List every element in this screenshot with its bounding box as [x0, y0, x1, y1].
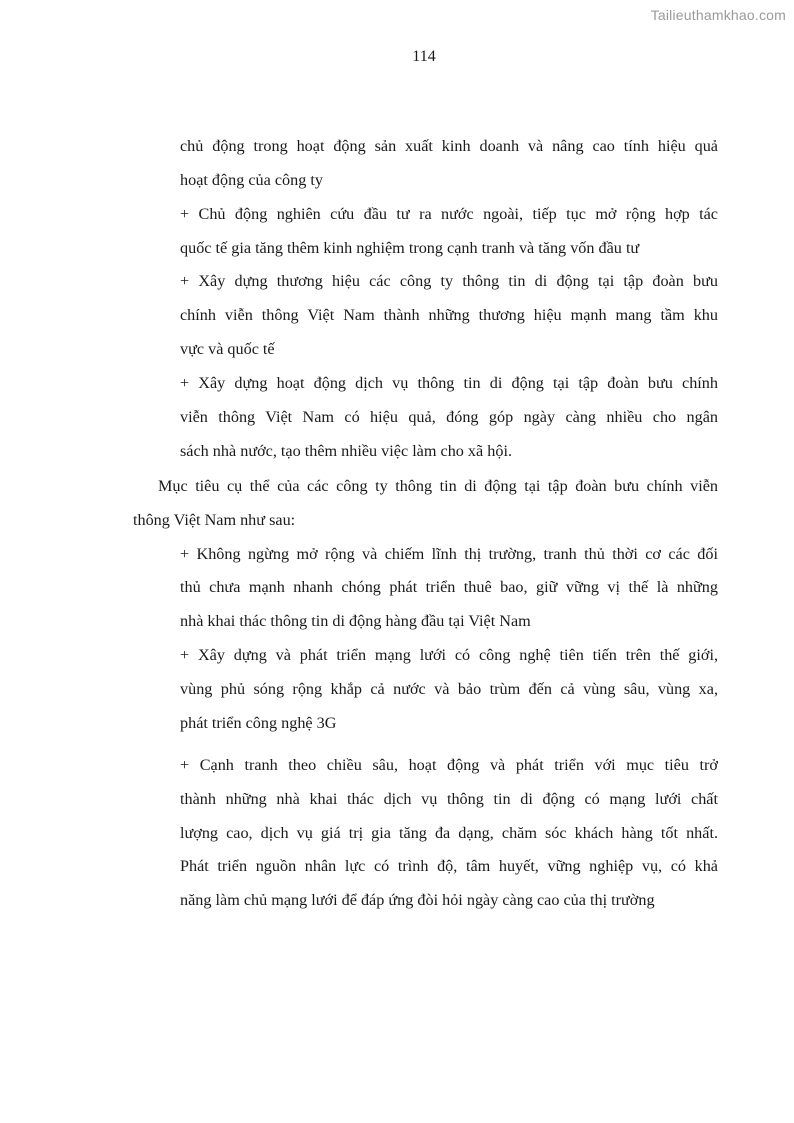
text-line: vùng phủ sóng rộng khắp cả nước và bảo trùm đến cả vùng sâu, vùng xa,	[180, 680, 718, 698]
watermark: Tailieuthamkhao.com	[650, 7, 786, 23]
text-line: chủ động trong hoạt động sản xuất kinh doanh và nâng cao tính hiệu quả	[180, 137, 718, 155]
text-line: vực và quốc tế	[180, 340, 275, 358]
text-line: năng làm chủ mạng lưới để đáp ứng đòi hỏi ngày càng cao của thị trường	[180, 891, 655, 909]
text-line: + Xây dựng hoạt động dịch vụ thông tin di động tại tập đoàn bưu chính	[180, 374, 718, 392]
text-line: sách nhà nước, tạo thêm nhiều việc làm cho xã hội.	[180, 442, 512, 460]
text-line: Phát triển nguồn nhân lực có trình độ, tâm huyết, vững nghiệp vụ, có khả	[180, 857, 718, 875]
text-line: thủ chưa mạnh nhanh chóng phát triển thuê bao, giữ vững vị thế là những	[180, 578, 718, 596]
text-line: phát triển công nghệ 3G	[180, 714, 337, 732]
text-line: viễn thông Việt Nam có hiệu quả, đóng góp ngày càng nhiều cho ngân	[180, 408, 718, 426]
text-line: + Cạnh tranh theo chiều sâu, hoạt động và phát triển với mục tiêu trở	[180, 756, 718, 774]
text-line: chính viễn thông Việt Nam thành những thương hiệu mạnh mang tầm khu	[180, 306, 718, 324]
text-line: quốc tế gia tăng thêm kinh nghiệm trong cạnh tranh và tăng vốn đầu tư	[180, 239, 640, 257]
text-line: Mục tiêu cụ thể của các công ty thông tin di động tại tập đoàn bưu chính viễn	[158, 477, 718, 495]
text-line: thành những nhà khai thác dịch vụ thông tin di động có mạng lưới chất	[180, 790, 718, 808]
text-line: hoạt động của công ty	[180, 171, 323, 189]
text-line: + Xây dựng thương hiệu các công ty thông tin di động tại tập đoàn bưu	[180, 272, 718, 290]
text-line: + Chủ động nghiên cứu đầu tư ra nước ngoài, tiếp tục mở rộng hợp tác	[180, 205, 718, 223]
text-line: lượng cao, dịch vụ giá trị gia tăng đa dạng, chăm sóc khách hàng tốt nhất.	[180, 824, 718, 842]
text-line: nhà khai thác thông tin di động hàng đầu tại Việt Nam	[180, 612, 531, 630]
text-line: thông Việt Nam như sau:	[133, 511, 296, 529]
text-line: + Không ngừng mở rộng và chiếm lĩnh thị trường, tranh thủ thời cơ các đối	[180, 545, 718, 563]
text-line: + Xây dựng và phát triển mạng lưới có công nghệ tiên tiến trên thế giới,	[180, 646, 718, 664]
page-number: 114	[412, 48, 436, 65]
